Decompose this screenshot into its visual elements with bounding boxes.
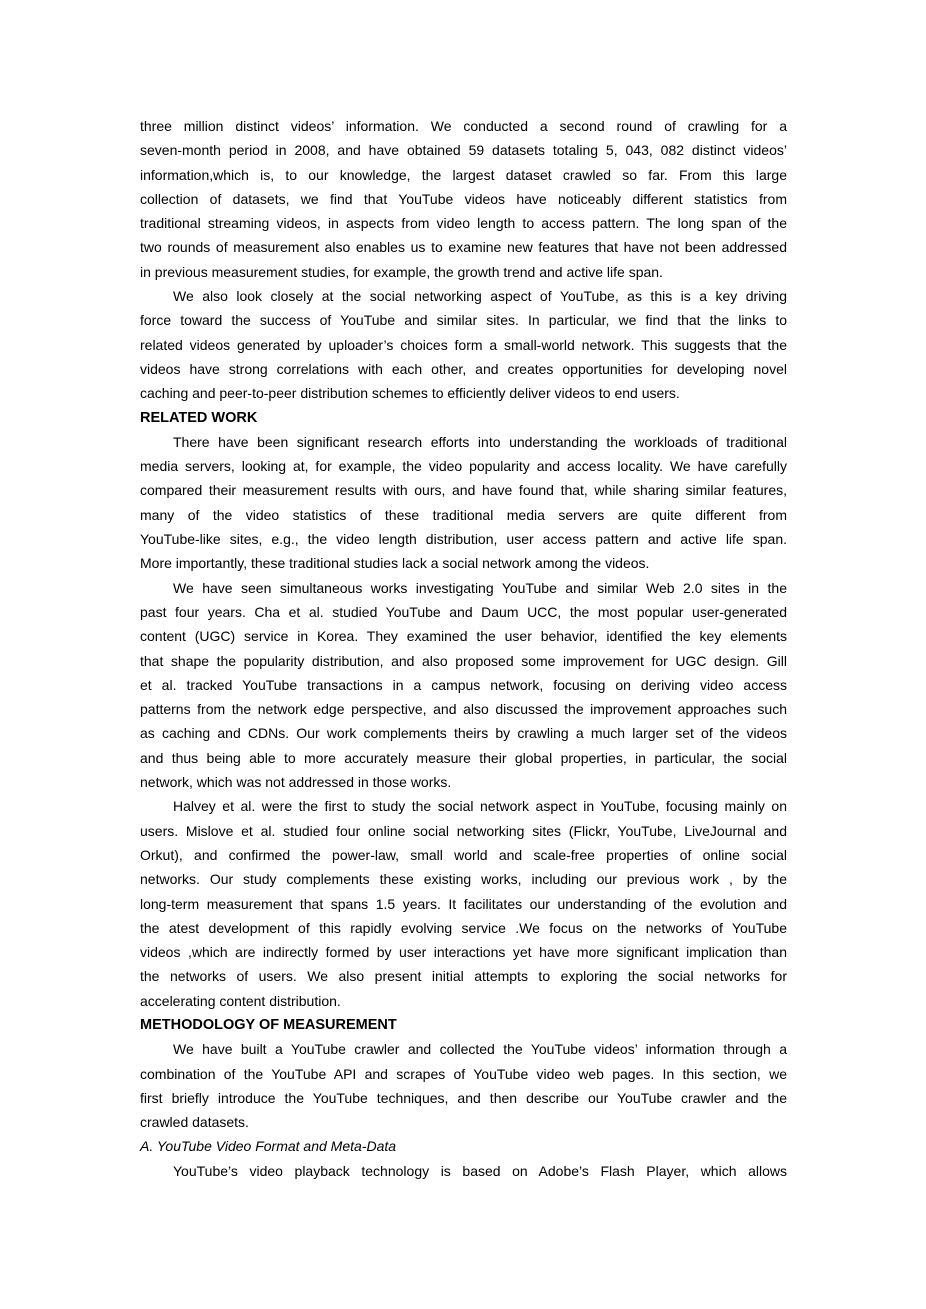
paragraph bbox=[140, 1159, 787, 1183]
text-line: We have seen simultaneous works investigating YouTube and similar Web 2.0 sites in the bbox=[173, 579, 787, 596]
text-line: collection of datasets, we find that YouTube videos have noticeably different statistics from bbox=[140, 190, 787, 207]
text-line: that shape the popularity distribution, and also proposed some improvement for UGC design. Gill bbox=[140, 652, 787, 669]
text-line: We have built a YouTube crawler and collected the YouTube videos’ information through a bbox=[173, 1041, 787, 1058]
text-line: the atest development of this rapidly evolving service .We focus on the networks of YouTube bbox=[140, 919, 787, 936]
text-line: networks. Our study complements these existing works, including our previous work , by the bbox=[140, 871, 787, 888]
text-line: and thus being able to more accurately measure their global properties, in particular, the social bbox=[140, 749, 787, 766]
text-line: compared their measurement results with ours, and have found that, while sharing similar features, bbox=[140, 482, 787, 499]
text-line: first briefly introduce the YouTube techniques, and then describe our YouTube crawler and the bbox=[140, 1089, 787, 1106]
text-line: in previous measurement studies, for example, the growth trend and active life span. bbox=[140, 263, 663, 280]
text-line: videos have strong correlations with each other, and creates opportunities for developing novel bbox=[140, 360, 787, 377]
text-line: information,which is, to our knowledge, the largest dataset crawled so far. From this large bbox=[140, 166, 787, 183]
paragraph bbox=[140, 114, 787, 284]
text-line: seven-month period in 2008, and have obtained 59 datasets totaling 5, 043, 082 distinct videos’ bbox=[140, 142, 787, 159]
text-line: YouTube-like sites, e.g., the video length distribution, user access pattern and active life span. bbox=[140, 531, 787, 548]
text-line: many of the video statistics of these traditional media servers are quite different from bbox=[140, 506, 787, 523]
text-line: force toward the success of YouTube and similar sites. In particular, we find that the links to bbox=[140, 312, 787, 329]
text-line: network, which was not addressed in those works. bbox=[140, 774, 452, 791]
section-heading: METHODOLOGY OF MEASUREMENT bbox=[140, 1016, 397, 1033]
text-line: patterns from the network edge perspective, and also discussed the improvement approaches such bbox=[140, 701, 787, 718]
paragraph bbox=[140, 794, 787, 1013]
paragraph bbox=[140, 430, 787, 576]
text-line: two rounds of measurement also enables us to examine new features that have not been addressed bbox=[140, 239, 787, 256]
text-line: crawled datasets. bbox=[140, 1114, 249, 1131]
text-line: media servers, looking at, for example, the video popularity and access locality. We have carefully bbox=[140, 458, 787, 475]
text-line: caching and peer-to-peer distribution schemes to efficiently deliver videos to end users. bbox=[140, 385, 680, 402]
paragraph bbox=[140, 1037, 787, 1134]
text-line: YouTube’s video playback technology is based on Adobe’s Flash Player, which allows bbox=[173, 1162, 787, 1179]
text-line: et al. tracked YouTube transactions in a campus network, focusing on deriving video access bbox=[140, 676, 787, 693]
document-page bbox=[140, 114, 787, 1183]
section-heading: RELATED WORK bbox=[140, 409, 258, 426]
text-line: Orkut), and confirmed the power-law, small world and scale-free properties of online social bbox=[140, 846, 787, 863]
text-line: past four years. Cha et al. studied YouTube and Daum UCC, the most popular user-generated bbox=[140, 603, 787, 620]
text-line: combination of the YouTube API and scrapes of YouTube video web pages. In this section, we bbox=[140, 1065, 787, 1082]
text-line: Halvey et al. were the first to study the social network aspect in YouTube, focusing mainly on bbox=[173, 798, 787, 815]
paragraph bbox=[140, 576, 787, 795]
text-line: accelerating content distribution. bbox=[140, 992, 341, 1009]
text-line: content (UGC) service in Korea. They examined the user behavior, identified the key elements bbox=[140, 628, 787, 645]
text-line: We also look closely at the social networking aspect of YouTube, as this is a key driving bbox=[173, 288, 787, 305]
subsection-heading: A. YouTube Video Format and Meta-Data bbox=[140, 1138, 397, 1155]
text-line: traditional streaming videos, in aspects from video length to access pattern. The long span of the bbox=[140, 215, 787, 232]
text-line: long-term measurement that spans 1.5 years. It facilitates our understanding of the evolution and bbox=[140, 895, 787, 912]
text-line: related videos generated by uploader’s choices form a small-world network. This suggests that the bbox=[140, 336, 787, 353]
text-line: the networks of users. We also present initial attempts to exploring the social networks for bbox=[140, 968, 787, 985]
text-line: three million distinct videos’ information. We conducted a second round of crawling for a bbox=[140, 118, 787, 134]
text-line: users. Mislove et al. studied four online social networking sites (Flickr, YouTube, LiveJournal and bbox=[140, 822, 787, 839]
text-line: videos ,which are indirectly formed by user interactions yet have more significant implication than bbox=[140, 944, 787, 961]
text-line: There have been significant research efforts into understanding the workloads of traditional bbox=[173, 433, 787, 450]
text-line: as caching and CDNs. Our work complements theirs by crawling a much larger set of the videos bbox=[140, 725, 787, 742]
paragraph bbox=[140, 284, 787, 405]
text-line: More importantly, these traditional studies lack a social network among the videos. bbox=[140, 555, 650, 572]
